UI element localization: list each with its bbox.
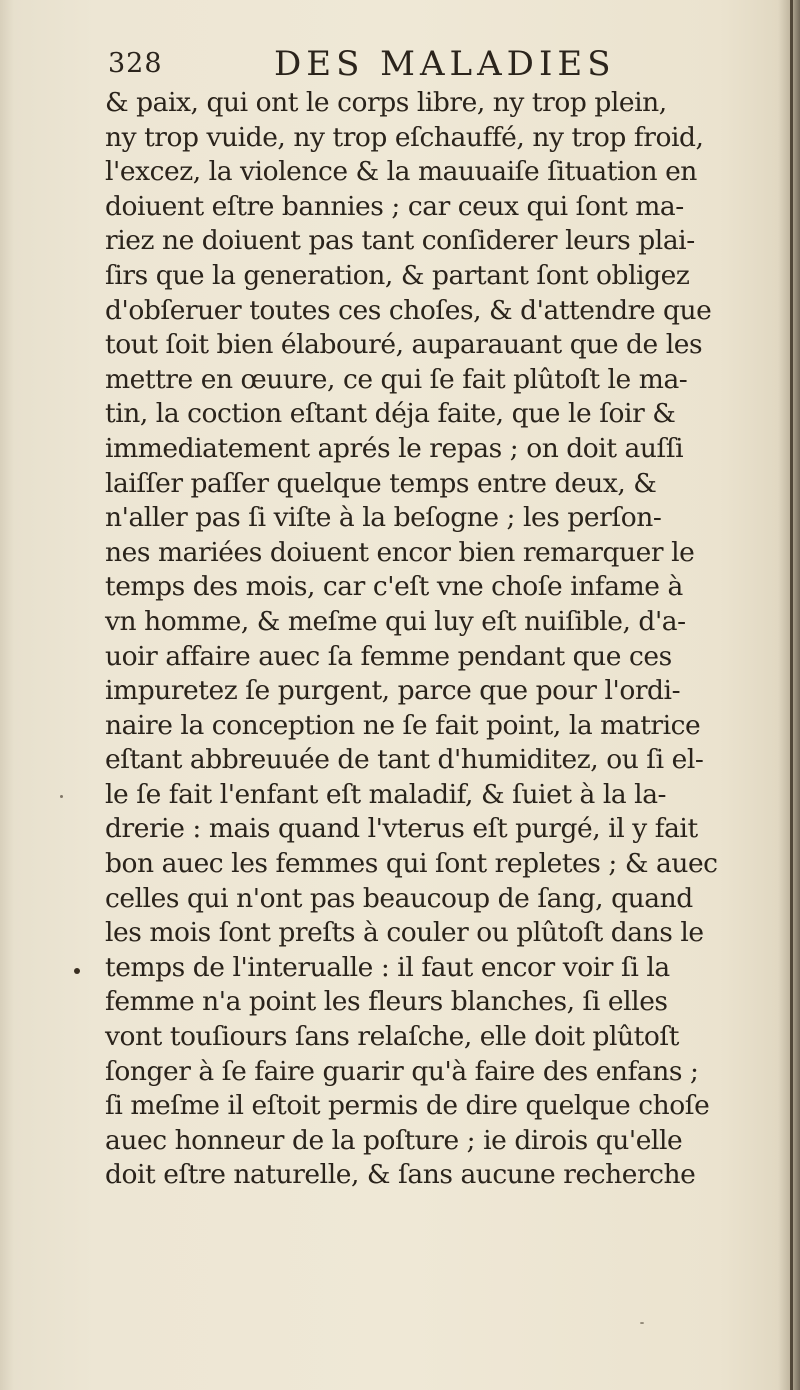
page-header bbox=[108, 44, 748, 88]
text-line: ſirs que la generation, & partant ſont obligez bbox=[105, 259, 690, 291]
text-line: & paix, qui ont le corps libre, ny trop plein, bbox=[105, 87, 667, 118]
page-edge-shading bbox=[0, 0, 14, 1390]
text-line: celles qui n'ont pas beaucoup de ſang, quand bbox=[105, 882, 693, 914]
text-line: temps des mois, car c'eſt vne choſe infame à bbox=[105, 571, 683, 603]
text-line: ſi meſme il eſtoit permis de dire quelque choſe bbox=[105, 1090, 710, 1122]
text-line: riez ne doiuent pas tant conſiderer leurs plai- bbox=[105, 225, 695, 257]
text-line: d'obſeruer toutes ces choſes, & d'attendre que bbox=[105, 294, 712, 326]
text-line: immediatement aprés le repas ; on doit auſſi bbox=[105, 432, 684, 464]
text-line: doit eſtre naturelle, & ſans aucune recherche bbox=[105, 1159, 696, 1191]
text-line: les mois ſont preſts à couler ou plûtoſt dans le bbox=[105, 917, 704, 949]
text-line: tout ſoit bien élabouré, auparauant que de les bbox=[105, 329, 703, 361]
ink-speck bbox=[640, 1322, 644, 1324]
ink-speck bbox=[74, 968, 80, 974]
binding-gutter-shadow bbox=[778, 0, 800, 1390]
text-line: temps de l'interualle : il faut encor voir ſi la bbox=[105, 951, 670, 983]
text-line: bon auec les femmes qui ſont repletes ; & auec bbox=[105, 848, 718, 880]
text-line: nes mariées doiuent encor bien remarquer le bbox=[105, 536, 695, 568]
text-line: tin, la coction eſtant déja faite, que le ſoir & bbox=[105, 398, 676, 430]
text-line: ny trop vuide, ny trop eſchauffé, ny trop froid, bbox=[105, 121, 704, 153]
text-line: impuretez ſe purgent, parce que pour l'ordi- bbox=[105, 675, 681, 707]
text-line: mettre en œuure, ce qui ſe fait plûtoſt le ma- bbox=[105, 363, 688, 395]
text-line: vont touſiours ſans relaſche, elle doit plûtoſt bbox=[105, 1021, 679, 1053]
page-number: 328 bbox=[108, 48, 163, 79]
body-text bbox=[105, 86, 750, 1193]
ink-speck bbox=[60, 795, 63, 798]
text-line: doiuent eſtre bannies ; car ceux qui ſont ma- bbox=[105, 190, 684, 222]
text-line: l'excez, la violence & la mauuaiſe ſituation en bbox=[105, 156, 697, 188]
text-line: eſtant abbreuuée de tant d'humiditez, ou ſi el- bbox=[105, 744, 704, 776]
text-line: n'aller pas ſi viſte à la beſogne ; les perſon- bbox=[105, 502, 662, 534]
running-title: DES MALADIES bbox=[274, 44, 616, 84]
text-line: femme n'a point les fleurs blanches, ſi elles bbox=[105, 986, 668, 1018]
text-line: vn homme, & meſme qui luy eſt nuiſible, d'a- bbox=[105, 605, 686, 637]
text-line: laiſſer paſſer quelque temps entre deux, & bbox=[105, 467, 657, 499]
text-line: uoir affaire auec ſa femme pendant que ces bbox=[105, 640, 672, 672]
text-line: drerie : mais quand l'vterus eſt purgé, il y fait bbox=[105, 813, 698, 845]
text-line: auec honneur de la poſture ; ie dirois qu'elle bbox=[105, 1124, 683, 1156]
text-line: le ſe fait l'enfant eſt maladif, & ſuiet à la la- bbox=[105, 778, 667, 810]
text-line: ſonger à ſe faire guarir qu'à faire des enfans ; bbox=[105, 1055, 699, 1087]
binding-gutter-line bbox=[790, 0, 793, 1390]
text-line: naire la conception ne ſe fait point, la matrice bbox=[105, 709, 701, 741]
